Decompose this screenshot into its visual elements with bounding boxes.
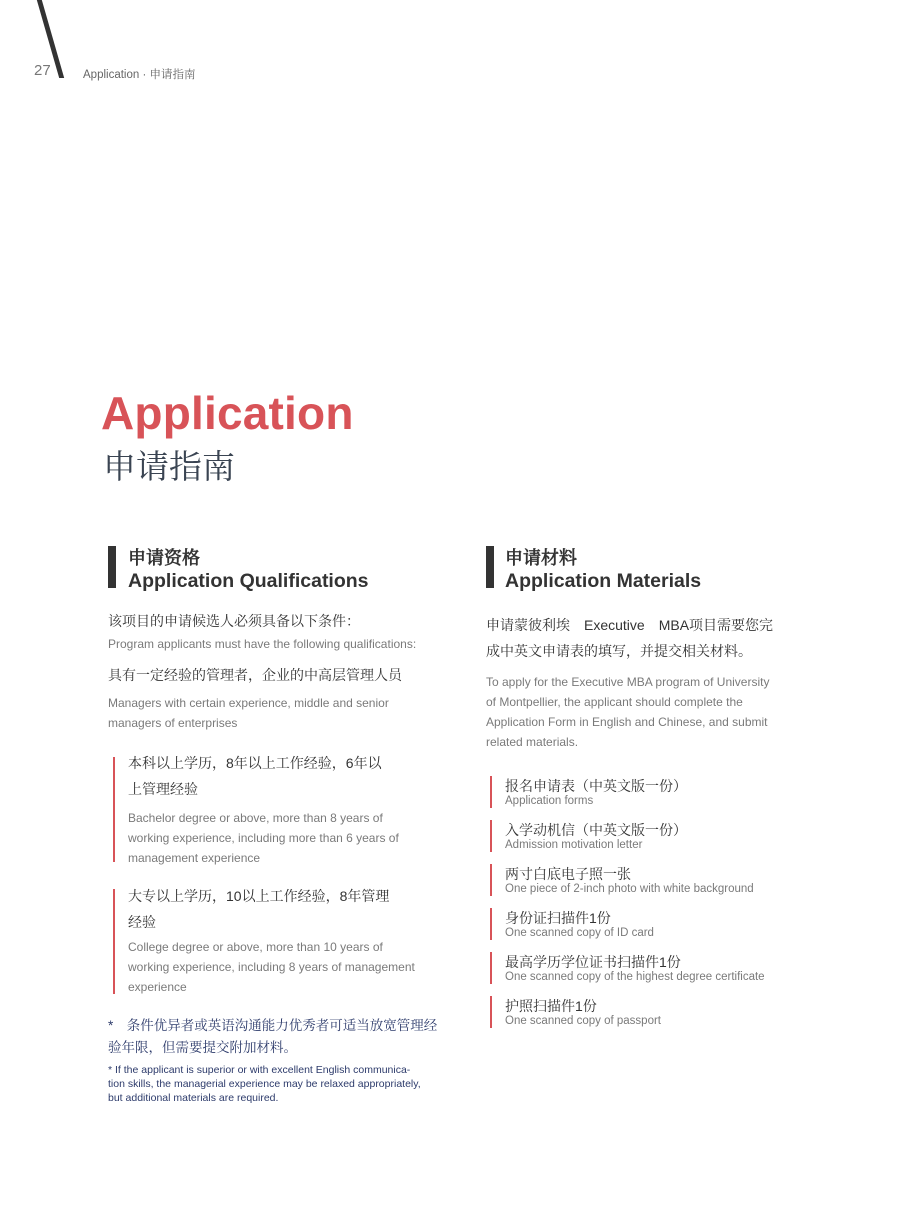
qualification-item1-en-line3: management experience <box>128 851 261 865</box>
materials-intro-en-line4: related materials. <box>486 735 579 749</box>
item-accent-bar <box>490 996 492 1028</box>
qualification-note-cn-line2: 验年限，但需要提交附加材料。 <box>108 1040 297 1055</box>
item-accent-bar <box>490 908 492 940</box>
qualifications-intro-cn: 该项目的申请候选人必须具备以下条件： <box>108 613 360 629</box>
material-item-en: Application forms <box>505 795 594 807</box>
page-title-cn: 申请指南 <box>103 448 235 485</box>
item-accent-bar <box>490 820 492 852</box>
material-item-cn: 护照扫描件1份 <box>505 998 597 1014</box>
qualifications-heading-en: Application Qualifications <box>128 570 369 592</box>
qualifications-sub-en-line1: Managers with certain experience, middle and senior <box>108 696 389 710</box>
item-accent-bar <box>113 889 115 994</box>
material-item-cn: 身份证扫描件1份 <box>505 910 611 926</box>
material-item-en: One piece of 2-inch photo with white background <box>505 883 754 895</box>
qualifications-sub-cn: 具有一定经验的管理者，企业的中高层管理人员 <box>108 667 402 683</box>
materials-heading-en: Application Materials <box>505 570 702 592</box>
qualification-item1-cn-line2: 上管理经验 <box>128 781 198 797</box>
materials-heading-cn: 申请材料 <box>505 548 577 568</box>
materials-intro-cn-line2: 成中英文申请表的填写，并提交相关材料。 <box>486 643 752 659</box>
material-item-en: One scanned copy of passport <box>505 1015 661 1027</box>
qualification-note-en-line3: but additional materials are required. <box>108 1092 279 1104</box>
item-accent-bar <box>490 952 492 984</box>
material-item-cn: 两寸白底电子照一张 <box>505 866 631 882</box>
page-title-en: Application <box>101 387 354 439</box>
section-marker-bar <box>486 546 494 588</box>
material-item-en: One scanned copy of the highest degree certificate <box>505 971 765 983</box>
qualifications-sub-en-line2: managers of enterprises <box>108 716 238 730</box>
material-item-en: Admission motivation letter <box>505 839 643 851</box>
materials-intro-en-line3: Application Form in English and Chinese, and submit <box>486 715 768 729</box>
qualifications-intro-en: Program applicants must have the following qualifications: <box>108 637 417 651</box>
item-accent-bar <box>490 776 492 808</box>
item-accent-bar <box>490 864 492 896</box>
qualification-item2-en-line3: experience <box>128 980 187 994</box>
qualification-item1-en-line1: Bachelor degree or above, more than 8 years of <box>128 811 383 825</box>
qualifications-heading-cn: 申请资格 <box>128 548 200 568</box>
material-item-en: One scanned copy of ID card <box>505 927 654 939</box>
material-item-cn: 入学动机信（中英文版一份） <box>505 822 687 838</box>
material-item-cn: 最高学历学位证书扫描件1份 <box>505 954 681 970</box>
section-marker-bar <box>108 546 116 588</box>
qualification-note-en-line2: tion skills, the managerial experience may be relaxed appropriately, <box>108 1078 421 1090</box>
qualification-item2-cn-line2: 经验 <box>128 914 156 930</box>
running-head: Application · 申请指南 <box>83 69 196 81</box>
qualification-note-cn-line1: * 条件优异者或英语沟通能力优秀者可适当放宽管理经 <box>108 1018 438 1033</box>
materials-intro-en-line2: of Montpellier, the applicant should complete the <box>486 695 743 709</box>
materials-intro-en-line1: To apply for the Executive MBA program of University <box>486 675 770 689</box>
qualification-item2-cn-line1: 大专以上学历，10以上工作经验，8年管理 <box>128 888 390 904</box>
material-item-cn: 报名申请表（中英文版一份） <box>505 778 687 794</box>
qualification-item1-en-line2: working experience, including more than 6 years of <box>128 831 399 845</box>
qualification-item2-en-line1: College degree or above, more than 10 years of <box>128 940 383 954</box>
materials-intro-cn-line1: 申请蒙彼利埃 Executive MBA项目需要您完 <box>486 617 774 633</box>
page-number: 27 <box>34 62 51 79</box>
qualification-item1-cn-line1: 本科以上学历，8年以上工作经验，6年以 <box>128 755 382 771</box>
qualification-note-en-line1: * If the applicant is superior or with excellent English communica- <box>108 1064 411 1076</box>
item-accent-bar <box>113 757 115 862</box>
qualification-item2-en-line2: working experience, including 8 years of management <box>128 960 415 974</box>
